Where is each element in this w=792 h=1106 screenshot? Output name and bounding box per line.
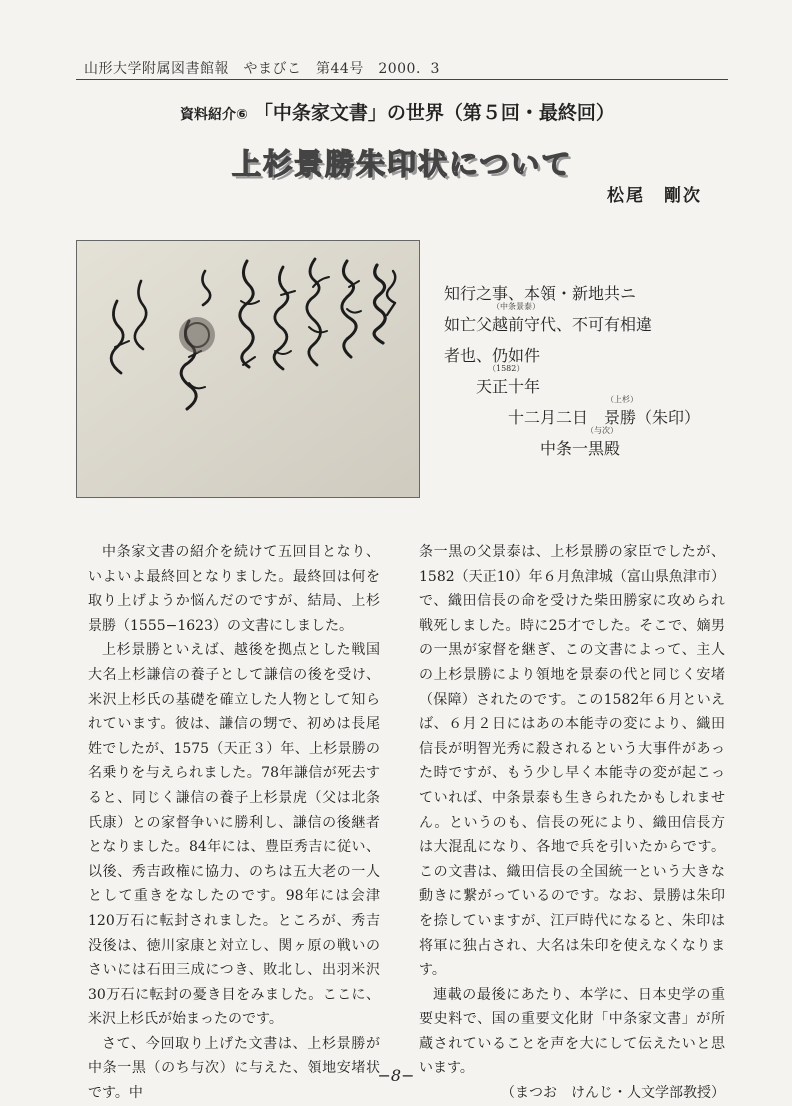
calligraphy-image <box>77 241 420 498</box>
running-header: 山形大学附属図書館報 やまびこ 第44号 2000．3 <box>84 61 440 77</box>
page-number: −8− <box>377 1066 415 1085</box>
series-title: 「中条家文書」の世界（第５回・最終回） <box>253 102 615 124</box>
body-column-left <box>88 540 380 1106</box>
transcript-line-6: （与次） 中条一黒殿 <box>540 426 621 458</box>
ruby-annotation: （中条景泰） <box>492 302 540 311</box>
article-title: 上杉景勝朱印状について <box>232 147 573 181</box>
paragraph: 連載の最後にあたり、本学に、日本史学の重要史料で、国の重要文化財「中条家文書」が所蔵されていることを声を大にして伝えたいと思います。 <box>419 986 725 1077</box>
ruby-annotation: （1582） <box>488 364 525 373</box>
transcript-line-2: （中条景泰） 如亡父越前守代、不可有相違 <box>444 302 653 334</box>
paragraph: 上杉景勝といえば、越後を拠点とした戦国大名上杉謙信の養子として謙信の後を受け、米沢上杉氏の基礎を確立した人物として知られています。彼は、謙信の甥で、初めは長尾姓でしたが、1575（天正３）年、上杉景勝の名乗りを与えられました。78年謙信が死去すると、同じく謙信の養子上杉景虎（父は北条氏康）との家督争いに勝利し、謙信の後継者となりました。84年には、豊臣秀吉に従い、以後、秀吉政権に協力、のちは五大老の一人として重きをなしたのです。98年には会津120万石に転封されました。ところが、秀吉没後は、徳川家康と対立し、関ヶ原の戦いのさいには石田三成につき、敗北し、出羽米沢30万石に転封の憂き目をみました。ここに、米沢上杉氏が始まったのです。 <box>88 642 380 1028</box>
transcript-line-1: 知行之事、本領・新地共ニ <box>444 284 637 303</box>
paragraph: 中条家文書の紹介を続けて五回目となり、いよいよ最終回となりました。最終回は何を取り上げようか悩んだのですが、結局、上杉景勝（1555−1623）の文書にしました。 <box>88 544 380 634</box>
paragraph: さて、今回取り上げた文書は、上杉景勝が中条一黒（のち与次）に与えた、領地安堵状です。中 <box>88 1035 380 1102</box>
header-rule <box>76 79 728 80</box>
paragraph: 条一黒の父景泰は、上杉景勝の家臣でしたが、1582（天正10）年６月魚津城（富山県魚津市）で、織田信長の命を受けた柴田勝家に攻められ戦死しました。時に25才でした。そこで、嫡男の一黒が家督を継ぎ、この文書によって、主人の上杉景勝により領地を景泰の代と同じく安堵（保障）されたのです。この1582年６月といえば、６月２日にはあの本能寺の変により、織田信長が明智光秀に殺されるという大事件があった時ですが、もう少し早く本能寺の変が起こっていれば、中条景泰も生きられたかもしれません。というのも、信長の死により、織田信長方は大混乱になり、各地で兵を引いたからです。この文書は、織田信長の全国統一という大きな動きに繋がっているのです。なお、景勝は朱印を捺していますが、江戸時代になると、朱印は将軍に独占され、大名は朱印を使えなくなります。 <box>419 544 725 979</box>
author-name: 松尾 剛次 <box>607 186 702 206</box>
ruby-annotation: （上杉） <box>606 395 638 404</box>
transcript-line-5: （上杉） 十二月二日 景勝（朱印） <box>508 395 701 427</box>
transcript-line-4: （1582） 天正十年 <box>476 364 541 396</box>
document-transcription <box>444 278 700 464</box>
series-label: 資料紹介⑥ <box>180 107 248 123</box>
author-signoff: （まつお けんじ・人文学部教授） <box>501 1085 725 1102</box>
body-column-right <box>419 540 725 1106</box>
ruby-annotation: （与次） <box>586 426 618 435</box>
series-heading <box>180 98 615 125</box>
transcript-line-3: 者也、仍如件 <box>444 346 541 365</box>
document-photograph <box>76 240 420 498</box>
